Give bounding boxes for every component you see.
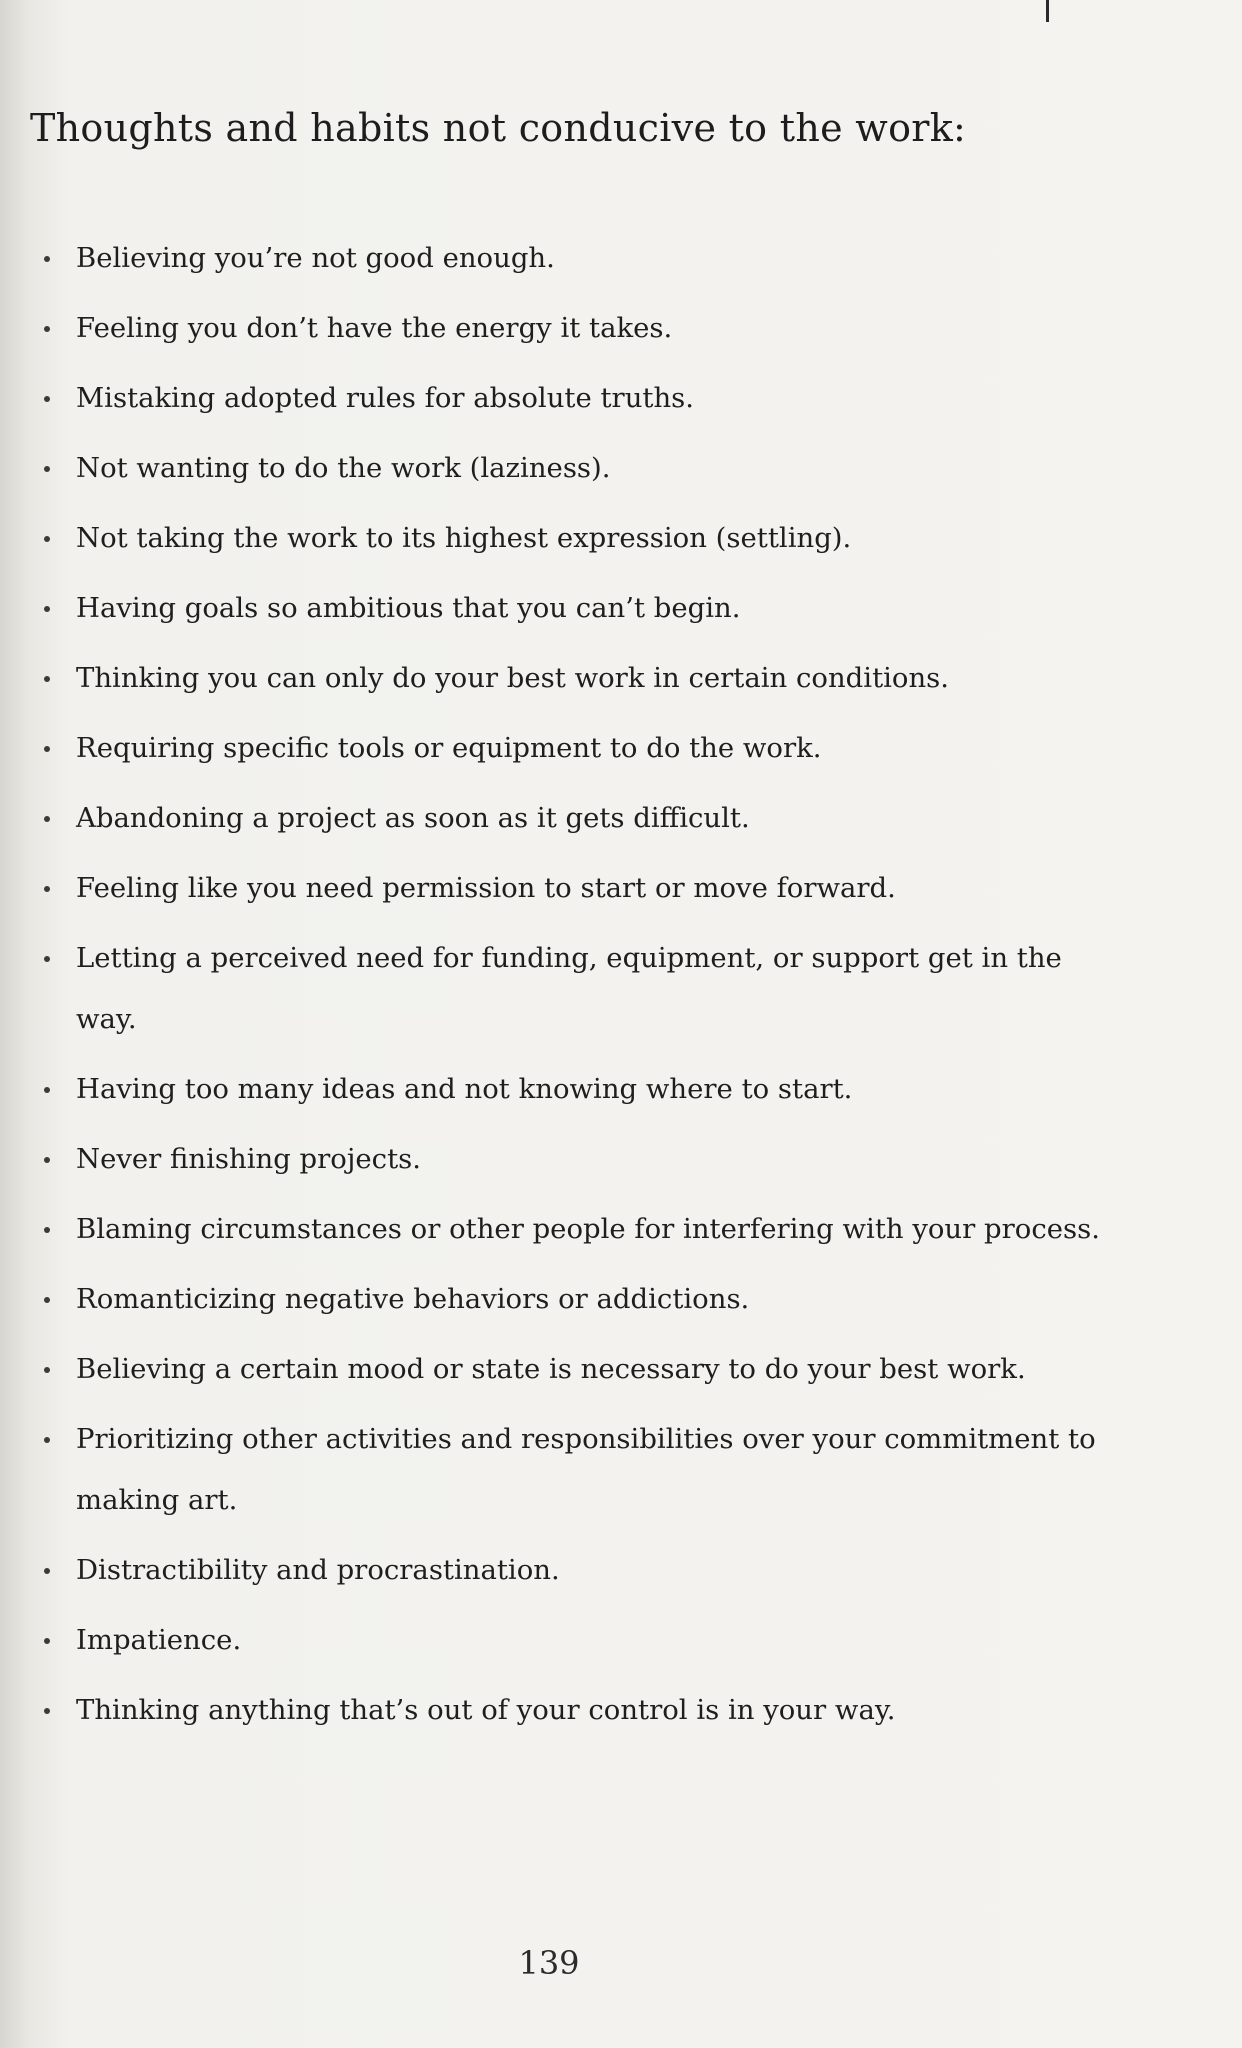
bullet-dot [44,1638,50,1644]
list-item-text: Believing a certain mood or state is necessary to do your best work. [76,1353,1026,1385]
list-item [40,1540,1100,1601]
list-item [40,1409,1100,1531]
list-item-text: Feeling like you need permission to start or move forward. [76,872,896,904]
list-item [40,1199,1100,1260]
list-item [40,858,1100,919]
list-item [40,1129,1100,1190]
bullet-dot [44,326,50,332]
bullet-dot [44,1297,50,1303]
list-item-text: Having too many ideas and not knowing where to start. [76,1073,853,1105]
corner-mark [1046,0,1049,22]
list-item-text: Thinking you can only do your best work in certain conditions. [76,662,950,694]
list-item [40,1610,1100,1671]
list-item [40,1680,1100,1741]
list-item-text: Prioritizing other activities and responsibilities over your commitment to making art. [76,1423,1096,1516]
bullet-dot [44,1227,50,1233]
list-item-text: Thinking anything that’s out of your control is in your way. [76,1694,896,1726]
bullet-dot [44,1708,50,1714]
list-item [40,438,1100,499]
list-item-text: Blaming circumstances or other people for interfering with your process. [76,1213,1100,1245]
list-item-text: Not wanting to do the work (laziness). [76,452,611,484]
list-item-text: Having goals so ambitious that you can’t begin. [76,592,741,624]
bullet-dot [44,1568,50,1574]
list-item [40,228,1100,289]
bullet-dot [44,1367,50,1373]
bullet-dot [44,676,50,682]
list-item [40,718,1100,779]
list-item-text: Impatience. [76,1624,242,1656]
page-title: Thoughts and habits not conducive to the work: [30,106,967,150]
list-item-text: Romanticizing negative behaviors or addictions. [76,1283,750,1315]
bullet-dot [44,256,50,262]
bullet-dot [44,886,50,892]
list-item [40,788,1100,849]
list-item-text: Not taking the work to its highest expression (settling). [76,522,852,554]
bullet-dot [44,536,50,542]
list-item-text: Distractibility and procrastination. [76,1554,560,1586]
list-item [40,508,1100,569]
bullet-list [40,228,1100,1750]
bullet-dot [44,396,50,402]
bullet-dot [44,956,50,962]
list-item [40,298,1100,359]
bullet-dot [44,1087,50,1093]
list-item-text: Believing you’re not good enough. [76,242,555,274]
bullet-dot [44,1437,50,1443]
list-item [40,928,1100,1050]
list-item [40,1339,1100,1400]
list-item-text: Mistaking adopted rules for absolute truths. [76,382,695,414]
list-item [40,368,1100,429]
list-item-text: Abandoning a project as soon as it gets difficult. [76,802,750,834]
list-item [40,648,1100,709]
list-item-text: Requiring specific tools or equipment to do the work. [76,732,822,764]
page-number: 139 [518,1944,580,1982]
bullet-dot [44,466,50,472]
list-item-text: Never finishing projects. [76,1143,421,1175]
list-item-text: Letting a perceived need for funding, equipment, or support get in the way. [76,942,1062,1035]
list-item-text: Feeling you don’t have the energy it takes. [76,312,673,344]
bullet-dot [44,606,50,612]
list-item [40,578,1100,639]
bullet-dot [44,816,50,822]
list-item [40,1059,1100,1120]
list-item [40,1269,1100,1330]
bullet-dot [44,746,50,752]
bullet-dot [44,1157,50,1163]
